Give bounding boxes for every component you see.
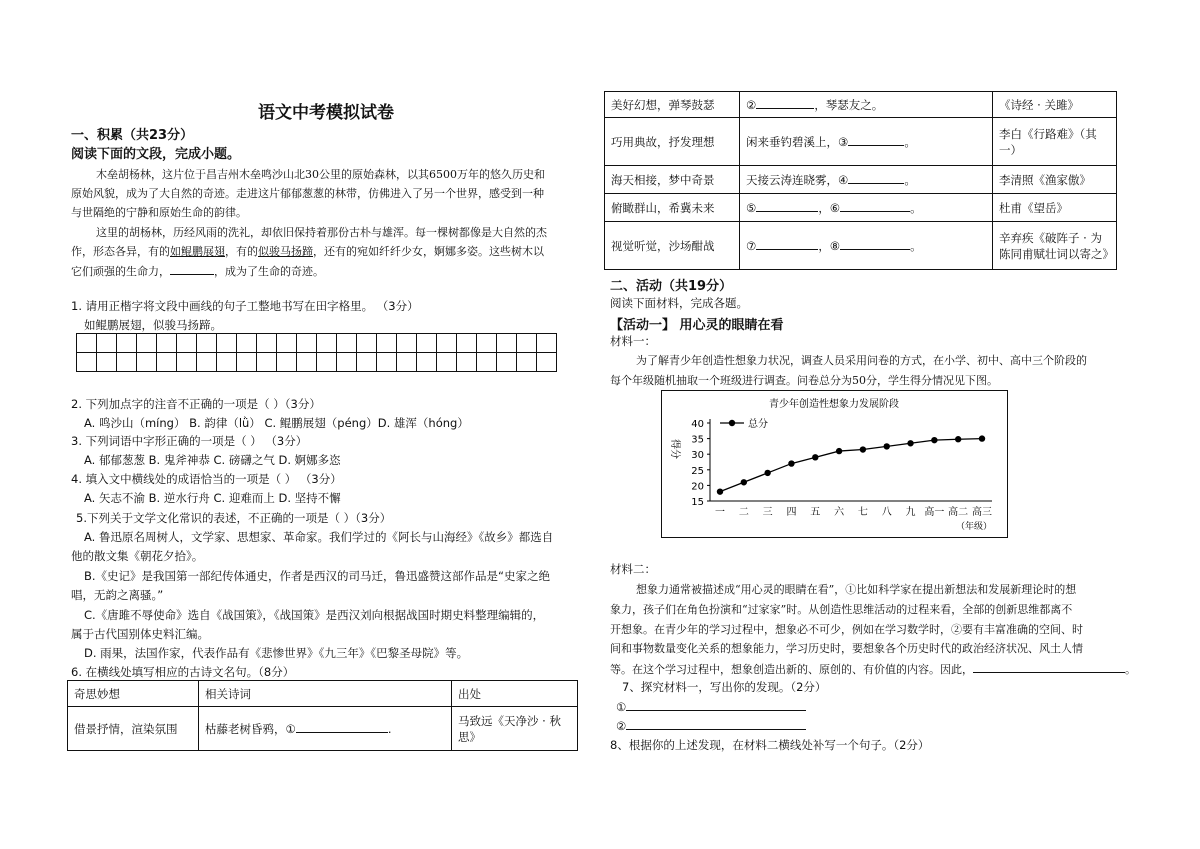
data-point xyxy=(907,440,913,446)
question-7-line-2: ② xyxy=(616,717,806,733)
table-cell: 辛弃疾《破阵子 · 为陈同甫赋壮词以寄之》 xyxy=(993,222,1117,270)
option-b: B.《史记》是我国第一部纪传体通史，作者是西汉的司马迁，鲁迅盛赞这部作品是“史家之绝 xyxy=(84,569,550,583)
x-tick-label: 二 xyxy=(738,507,749,518)
grid-cell[interactable] xyxy=(237,334,257,353)
poem-table xyxy=(67,680,578,751)
grid-cell[interactable] xyxy=(157,353,177,372)
table-cell: 杜甫《望岳》 xyxy=(993,194,1117,222)
y-axis-label: 得分 xyxy=(669,439,680,459)
instruction-2: 阅读下面材料，完成各题。 xyxy=(610,296,748,310)
section-heading-1: 一、积累（共23分） xyxy=(71,128,194,143)
underlined-phrase: 如鲲鹏展翅 xyxy=(170,245,225,258)
grid-cell[interactable] xyxy=(437,353,457,372)
grid-cell[interactable] xyxy=(137,334,157,353)
x-tick-label: 高二 xyxy=(948,507,969,518)
grid-cell[interactable] xyxy=(397,334,417,353)
series-line xyxy=(720,439,982,492)
answer-blank[interactable] xyxy=(840,199,910,212)
grid-cell[interactable] xyxy=(157,334,177,353)
table-cell: 闲来垂钓碧溪上，③ 。 xyxy=(740,118,993,166)
question-4: 4. 填入文中横线处的成语恰当的一项是（ ） （3分） xyxy=(71,472,342,486)
table-cell: 海天相接，梦中奇景 xyxy=(605,166,740,194)
material-2-line: 开想象。在青少年的学习过程中，想象必不可少，例如在学习数学时，②要有丰富准确的空间、时 xyxy=(610,623,1083,636)
grid-cell[interactable] xyxy=(177,334,197,353)
page-title: 语文中考模拟试卷 xyxy=(258,103,394,123)
data-point xyxy=(836,448,842,454)
grid-cell[interactable] xyxy=(257,353,277,372)
table-cell: 美好幻想，弹琴鼓瑟 xyxy=(605,92,740,118)
passage-line: 这里的胡杨林，历经风雨的洗礼，却依旧保持着那份古朴与雄浑。每一棵树都像是大自然的杰 xyxy=(96,226,547,239)
data-point xyxy=(979,435,985,441)
grid-cell[interactable] xyxy=(97,353,117,372)
table-cell: 李清照《渔家傲》 xyxy=(993,166,1117,194)
answer-blank[interactable] xyxy=(756,237,818,250)
answer-blank[interactable] xyxy=(973,660,1125,673)
grid-cell[interactable] xyxy=(377,334,397,353)
table-cell: ⑤ ，⑥ 。 xyxy=(740,194,993,222)
grid-cell[interactable] xyxy=(457,353,477,372)
table-cell: 李白《行路难》（其一） xyxy=(993,118,1117,166)
material-2-line: 想象力通常被描述成“用心灵的眼睛在看”，①比如科学家在提出新想法和发展新理论时的想 xyxy=(636,583,1077,596)
line-chart xyxy=(661,390,1008,538)
grid-cell[interactable] xyxy=(77,334,97,353)
table-cell: 天接云涛连晓雾，④ 。 xyxy=(740,166,993,194)
table-cell: 枯藤老树昏鸦，① . xyxy=(199,707,452,751)
material-1-label: 材料一： xyxy=(610,334,656,348)
grid-cell[interactable] xyxy=(177,353,197,372)
data-point xyxy=(955,436,961,442)
table-cell: ⑦ ，⑧ 。 xyxy=(740,222,993,270)
grid-cell[interactable] xyxy=(537,353,557,372)
x-tick-label: 八 xyxy=(881,507,892,518)
grid-cell[interactable] xyxy=(297,334,317,353)
data-point xyxy=(860,446,866,452)
table-cell: 《诗经 · 关雎》 xyxy=(993,92,1117,118)
question-5: 5.下列关于文学文化常识的表述，不正确的一项是（ ）（3分） xyxy=(76,511,392,525)
question-8: 8、根据你的上述发现，在材料二横线处补写一个句子。（2分） xyxy=(610,738,930,752)
legend-marker xyxy=(729,420,735,426)
grid-cell[interactable] xyxy=(117,334,137,353)
table-header: 相关诗词 xyxy=(199,681,452,707)
y-tick-label: 30 xyxy=(691,450,704,462)
x-tick-label: 高三 xyxy=(972,507,992,518)
grid-cell[interactable] xyxy=(477,334,497,353)
grid-cell[interactable] xyxy=(337,334,357,353)
grid-cell[interactable] xyxy=(537,334,557,353)
grid-cell[interactable] xyxy=(517,334,537,353)
answer-blank[interactable] xyxy=(840,237,910,250)
grid-cell[interactable] xyxy=(317,353,337,372)
grid-cell[interactable] xyxy=(357,334,377,353)
x-tick-label: 七 xyxy=(857,507,868,518)
x-tick-label: 高一 xyxy=(924,507,945,518)
grid-cell[interactable] xyxy=(397,353,417,372)
option-c: 属于古代国别体史料汇编。 xyxy=(71,627,209,641)
question-4-options: A. 矢志不渝 B. 逆水行舟 C. 迎难而上 D. 坚持不懈 xyxy=(84,491,341,505)
table-header: 出处 xyxy=(452,681,578,707)
grid-cell[interactable] xyxy=(297,353,317,372)
underlined-phrase: 似骏马扬蹄 xyxy=(258,245,313,258)
grid-cell[interactable] xyxy=(497,353,517,372)
data-point xyxy=(788,460,794,466)
grid-cell[interactable] xyxy=(377,353,397,372)
answer-blank[interactable] xyxy=(626,698,806,711)
y-tick-label: 40 xyxy=(691,419,704,430)
option-c: C.《唐雎不辱使命》选自《战国策》，《战国策》是西汉刘向根据战国时期史料整理编辑的， xyxy=(84,608,545,622)
option-a: A. 鲁迅原名周树人，文学家、思想家、革命家。我们学过的《阿长与山海经》《故乡》都选自 xyxy=(84,530,554,544)
grid-cell[interactable] xyxy=(337,353,357,372)
x-tick-label: 一 xyxy=(715,507,725,518)
y-tick-label: 20 xyxy=(691,481,704,493)
grid-cell[interactable] xyxy=(117,353,137,372)
material-1-line: 为了解青少年创造性想象力状况，调查人员采用问卷的方式，在小学、初中、高中三个阶段的 xyxy=(636,354,1087,367)
data-point xyxy=(741,479,747,485)
material-1-line: 每个年级随机抽取一个班级进行调查。问卷总分为50分，学生得分情况见下图。 xyxy=(610,374,998,387)
question-3-options: A. 郁郁葱葱 B. 鬼斧神恭 C. 磅礴之气 D. 婀娜多恣 xyxy=(84,453,341,467)
question-7: 7、探究材料一，写出你的发现。（2分） xyxy=(622,680,827,694)
poem-table-right xyxy=(604,91,1117,270)
grid-cell[interactable] xyxy=(417,334,437,353)
x-tick-label: 四 xyxy=(786,507,797,518)
answer-blank[interactable] xyxy=(848,133,904,146)
passage-line: 与世隔绝的宁静和原始生命的韵律。 xyxy=(71,206,247,219)
x-tick-label: 五 xyxy=(810,507,821,518)
section-heading-2: 二、活动（共19分） xyxy=(610,279,733,294)
table-cell: 借景抒情，渲染氛围 xyxy=(68,707,199,751)
grid-cell[interactable] xyxy=(437,334,457,353)
answer-blank[interactable] xyxy=(848,171,904,184)
y-tick-label: 35 xyxy=(691,434,704,446)
data-point xyxy=(764,470,770,476)
question-6: 6. 在横线处填写相应的古诗文名句。（8分） xyxy=(71,665,295,679)
table-cell: 巧用典故，抒发理想 xyxy=(605,118,740,166)
table-cell: 俯瞰群山，希冀未来 xyxy=(605,194,740,222)
data-point xyxy=(884,443,890,449)
question-1-text: 如鲲鹏展翅，似骏马扬蹄。 xyxy=(84,318,222,332)
legend-label: 总分 xyxy=(748,419,768,430)
grid-cell[interactable] xyxy=(217,353,237,372)
grid-cell[interactable] xyxy=(477,353,497,372)
option-d: D. 雨果，法国作家，代表作品有《悲惨世界》《九三年》《巴黎圣母院》等。 xyxy=(84,646,469,660)
answer-blank[interactable] xyxy=(170,262,214,275)
x-tick-label: 三 xyxy=(762,507,773,518)
question-7-line-1: ① xyxy=(616,698,806,714)
grid-cell[interactable] xyxy=(197,334,217,353)
grid-cell[interactable] xyxy=(357,353,377,372)
grid-cell[interactable] xyxy=(517,353,537,372)
grid-cell[interactable] xyxy=(197,353,217,372)
answer-blank[interactable] xyxy=(756,199,818,212)
x-tick-label: 九 xyxy=(905,507,916,518)
instruction-1: 阅读下面的文段，完成小题。 xyxy=(71,147,241,162)
grid-cell[interactable] xyxy=(277,334,297,353)
grid-cell[interactable] xyxy=(277,353,297,372)
passage-line: 木垒胡杨林，这片位于昌吉州木垒鸣沙山北30公里的原始森林，以其6500万年的悠久历史和 xyxy=(96,168,545,181)
grid-cell[interactable] xyxy=(417,353,437,372)
table-cell: 视觉听觉，沙场酣战 xyxy=(605,222,740,270)
grid-cell[interactable] xyxy=(217,334,237,353)
material-2-line: 象力，孩子们在角色扮演和“过家家”时。从创造性思维活动的过程来看，全部的创新思维都离不 xyxy=(610,603,1073,616)
question-1: 1. 请用正楷字将文段中画线的句子工整地书写在田字格里。 （3分） xyxy=(71,299,419,313)
tianzige-grid[interactable] xyxy=(76,333,557,372)
grid-cell[interactable] xyxy=(257,334,277,353)
grid-cell[interactable] xyxy=(137,353,157,372)
option-b: 唱，无韵之离骚。” xyxy=(71,588,164,602)
grid-cell[interactable] xyxy=(237,353,257,372)
question-3: 3. 下列词语中字形正确的一项是（ ） （3分） xyxy=(71,434,308,448)
answer-blank[interactable] xyxy=(296,720,388,733)
grid-cell[interactable] xyxy=(317,334,337,353)
y-tick-label: 15 xyxy=(691,497,704,508)
chart-title: 青少年创造性想象力发展阶段 xyxy=(769,399,899,410)
x-tick-label: 六 xyxy=(834,507,845,518)
data-point xyxy=(717,488,723,494)
table-header: 奇思妙想 xyxy=(68,681,199,707)
passage-line: 原始风貌，成为了大自然的奇迹。走进这片郁郁葱葱的林带，仿佛进入了另一个世界，感受到一种 xyxy=(71,187,544,200)
table-cell: ② ，琴瑟友之。 xyxy=(740,92,993,118)
data-point xyxy=(812,454,818,460)
passage-line: 作，形态各异，有的如鲲鹏展翅，有的似骏马扬蹄，还有的宛如纤纤少女，婀娜多姿。这些树木以 xyxy=(71,245,544,258)
x-axis-label: （年级） xyxy=(955,522,992,532)
activity-heading: 【活动一】 用心灵的眼睛在看 xyxy=(610,318,784,333)
material-2-label: 材料二： xyxy=(610,562,656,576)
question-2-options: A. 鸣沙山（míng） B. 韵律（lǜ） C. 鲲鹏展翅（péng）D. 雄浑（hóng） xyxy=(84,416,469,430)
chart-svg xyxy=(662,391,1007,537)
material-2-line: 间和事物数量变化关系的想象能力，学习历史时，要想象各个历史时代的政治经济状况、风土人情 xyxy=(610,642,1083,655)
material-2-line: 等。在这个学习过程中，想象创造出新的、原创的、有价值的内容。因此， 。 xyxy=(610,660,1136,677)
passage-line: 它们顽强的生命力， ，成为了生命的奇迹。 xyxy=(71,262,324,279)
answer-blank[interactable] xyxy=(626,717,806,730)
y-tick-label: 25 xyxy=(691,465,704,477)
grid-cell[interactable] xyxy=(497,334,517,353)
grid-cell[interactable] xyxy=(77,353,97,372)
question-2: 2. 下列加点字的注音不正确的一项是（ ）（3分） xyxy=(71,397,321,411)
grid-cell[interactable] xyxy=(97,334,117,353)
data-point xyxy=(931,437,937,443)
grid-cell[interactable] xyxy=(457,334,477,353)
option-a: 他的散文集《朝花夕拾》。 xyxy=(71,549,204,563)
table-cell: 马致远《天净沙 · 秋思》 xyxy=(452,707,578,751)
answer-blank[interactable] xyxy=(756,96,814,109)
